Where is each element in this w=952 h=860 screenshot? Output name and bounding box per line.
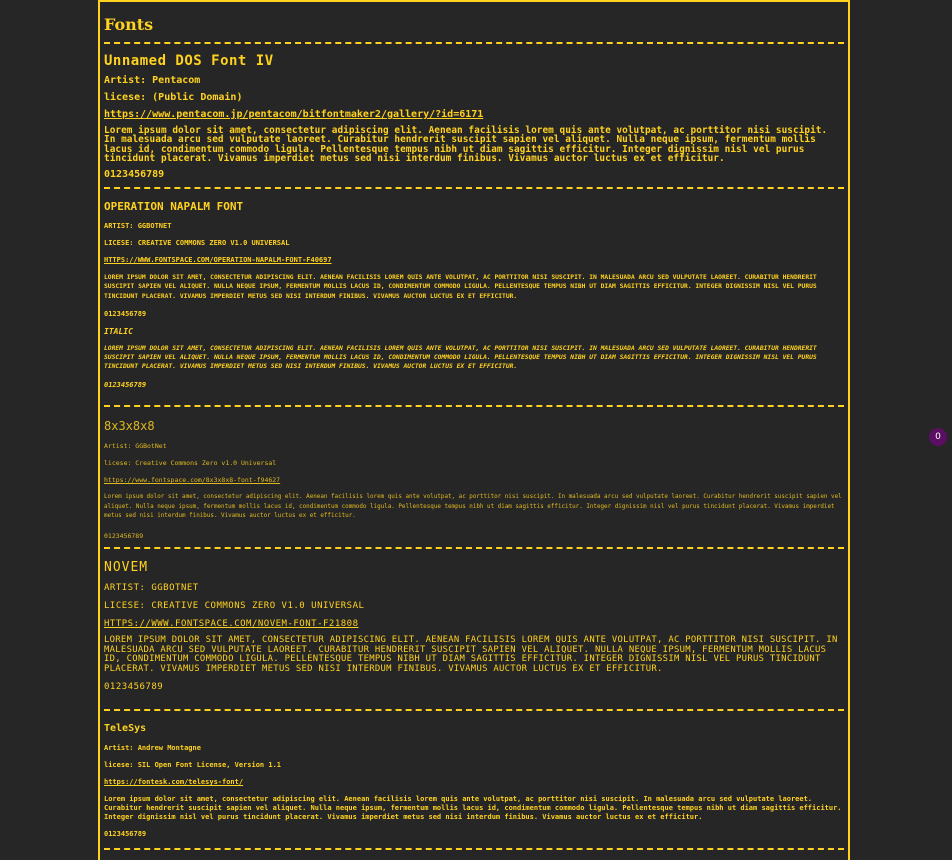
font-source-link[interactable]: https://www.fontspace.com/8x3x8x8-font-f94627	[104, 476, 281, 484]
fonts-panel	[98, 0, 850, 860]
notification-badge[interactable]: 0	[929, 428, 947, 446]
font-italic-sample-text: LOREM IPSUM DOLOR SIT AMET, CONSECTETUR ADIPISCING ELIT. AENEAN FACILISIS LOREM QUIS ANTE VOLUTPAT, AC PORTTITOR NISI SUSCIPIT. IN MALESUADA ARCU SED VULPUTATE LAOREET. CURABITUR HENDRERIT SUSCIPIT SAPIEN VEL ALIQUET. NULLA NEQUE IPSUM, FERMENTUM MOLLIS LACUS ID, CONDIMENTUM COMMODO LIGULA. PELLENTESQUE TEMPUS NIBH UT DIAM SAGITTIS EFFICITUR. INTEGER DIGNISSIM NISL VEL PURUS TINCIDUNT PLACERAT. VIVAMUS IMPERDIET METUS SED NISI INTERDUM FINIBUS. VIVAMUS AUCTOR LUCTUS EX ET EFFICITUR.	[104, 344, 817, 371]
font-entry-telesys	[104, 711, 844, 848]
font-sample-text: Lorem ipsum dolor sit amet, consectetur adipiscing elit. Aenean facilisis lorem quis ante volutpat, ac porttitor nisi suscipit. In malesuada arcu sed vulputate laoreet. Curabitur hendrerit suscipit sapien vel aliquet. Nulla neque ipsum, fermentum mollis lacus id, condimentum commodo ligula. Pellentesque tempus nibh ut diam sagittis efficitur. Integer dignissim nisl vel purus tincidunt placerat. Vivamus imperdiet metus sed nisi interdum finibus. Vivamus auctor luctus ex et efficitur.	[104, 494, 842, 520]
font-digits: 0123456789	[104, 532, 144, 541]
font-entry-8x3x8x8	[104, 407, 844, 547]
font-digits: 0123456789	[104, 682, 164, 693]
font-license: LICESE: CREATIVE COMMONS ZERO V1.0 UNIVERSAL	[104, 239, 290, 247]
font-digits: 0123456789	[104, 830, 147, 838]
font-name: OPERATION NAPALM FONT	[104, 200, 244, 213]
page-title: Fonts	[104, 15, 154, 34]
font-source-link[interactable]: https://fontesk.com/telesys-font/	[104, 778, 244, 786]
font-artist: Artist: GGBotNet	[104, 442, 167, 450]
font-source-link[interactable]: HTTPS://WWW.FONTSPACE.COM/OPERATION-NAPALM-FONT-F40697	[104, 256, 332, 264]
font-sample-text: LOREM IPSUM DOLOR SIT AMET, CONSECTETUR ADIPISCING ELIT. AENEAN FACILISIS LOREM QUIS ANTE VOLUTPAT, AC PORTTITOR NISI SUSCIPIT. IN MALESUADA ARCU SED VULPUTATE LAOREET. CURABITUR HENDRERIT SUSCIPIT SAPIEN VEL ALIQUET. NULLA NEQUE IPSUM, FERMENTUM MOLLIS LACUS ID, CONDIMENTUM COMMODO LIGULA. PELLENTESQUE TEMPUS NIBH UT DIAM SAGITTIS EFFICITUR. INTEGER DIGNISSIM NISL VEL PURUS TINCIDUNT PLACERAT. VIVAMUS IMPERDIET METUS SED NISI INTERDUM FINIBUS. VIVAMUS AUCTOR LUCTUS EX ET EFFICITUR.	[104, 274, 817, 300]
font-digits: 0123456789	[104, 169, 165, 181]
font-digits: 0123456789	[104, 309, 147, 318]
italic-heading: ITALIC	[104, 326, 133, 336]
font-sample-text: Lorem ipsum dolor sit amet, consectetur adipiscing elit. Aenean facilisis lorem quis ante volutpat, ac porttitor nisi suscipit. In malesuada arcu sed vulputate laoreet. Curabitur hendrerit suscipit sapien vel aliquet. Nulla neque ipsum, fermentum mollis lacus id, condimentum commodo ligula. Pellentesque tempus nibh ut diam sagittis efficitur. Integer dignissim nisl vel purus tincidunt placerat. Vivamus imperdiet metus sed nisi interdum finibus. Vivamus auctor luctus ex et efficitur.	[104, 125, 828, 164]
font-license: LICESE: CREATIVE COMMONS ZERO V1.0 UNIVERSAL	[104, 601, 365, 611]
font-license: licese: Creative Commons Zero v1.0 Universal	[104, 459, 277, 467]
font-entry-unnamed-dos-font-iv	[104, 44, 844, 187]
font-name: NOVEM	[104, 560, 149, 575]
font-italic-digits: 0123456789	[104, 380, 147, 389]
font-artist: ARTIST: GGBOTNET	[104, 583, 199, 593]
font-entry-operation-napalm	[104, 189, 844, 405]
font-artist: Artist: Andrew Montagne	[104, 744, 201, 752]
font-entry-novem	[104, 549, 844, 709]
font-name: Unnamed DOS Font IV	[104, 53, 274, 69]
font-artist: Artist: Pentacom	[104, 75, 201, 86]
font-artist: ARTIST: GGBOTNET	[104, 222, 172, 230]
font-sample-text: Lorem ipsum dolor sit amet, consectetur adipiscing elit. Aenean facilisis lorem quis ante volutpat, ac porttitor nisi suscipit. In malesuada arcu sed vulputate laoreet. Curabitur hendrerit suscipit sapien vel aliquet. Nulla neque ipsum, fermentum mollis lacus id, condimentum commodo ligula. Pellentesque tempus nibh ut diam sagittis efficitur. Integer dignissim nisl vel purus tincidunt placerat. Vivamus imperdiet metus sed nisi interdum finibus. Vivamus auctor luctus ex et efficitur.	[104, 795, 842, 821]
font-sample-text: LOREM IPSUM DOLOR SIT AMET, CONSECTETUR ADIPISCING ELIT. AENEAN FACILISIS LOREM QUIS ANTE VOLUTPAT, AC PORTTITOR NISI SUSCIPIT. IN MALESUADA ARCU SED VULPUTATE LAOREET. CURABITUR HENDRERIT SUSCIPIT SAPIEN VEL ALIQUET. NULLA NEQUE IPSUM, FERMENTUM MOLLIS LACUS ID, CONDIMENTUM COMMODO LIGULA. PELLENTESQUE TEMPUS NIBH UT DIAM SAGITTIS EFFICITUR. INTEGER DIGNISSIM NISL VEL PURUS TINCIDUNT PLACERAT. VIVAMUS IMPERDIET METUS SED NISI INTERDUM FINIBUS. VIVAMUS AUCTOR LUCTUS EX ET EFFICITUR.	[104, 635, 838, 674]
font-license: licese: (Public Domain)	[104, 92, 243, 103]
font-name: 8x3x8x8	[104, 419, 155, 433]
font-source-link[interactable]: HTTPS://WWW.FONTSPACE.COM/NOVEM-FONT-F21808	[104, 619, 359, 629]
font-source-link[interactable]: https://www.pentacom.jp/pentacom/bitfontmaker2/gallery/?id=6171	[104, 109, 484, 120]
font-name: TeleSys	[104, 723, 147, 734]
font-license: licese: SIL Open Font License, Version 1.1	[104, 761, 282, 769]
divider	[104, 848, 844, 850]
